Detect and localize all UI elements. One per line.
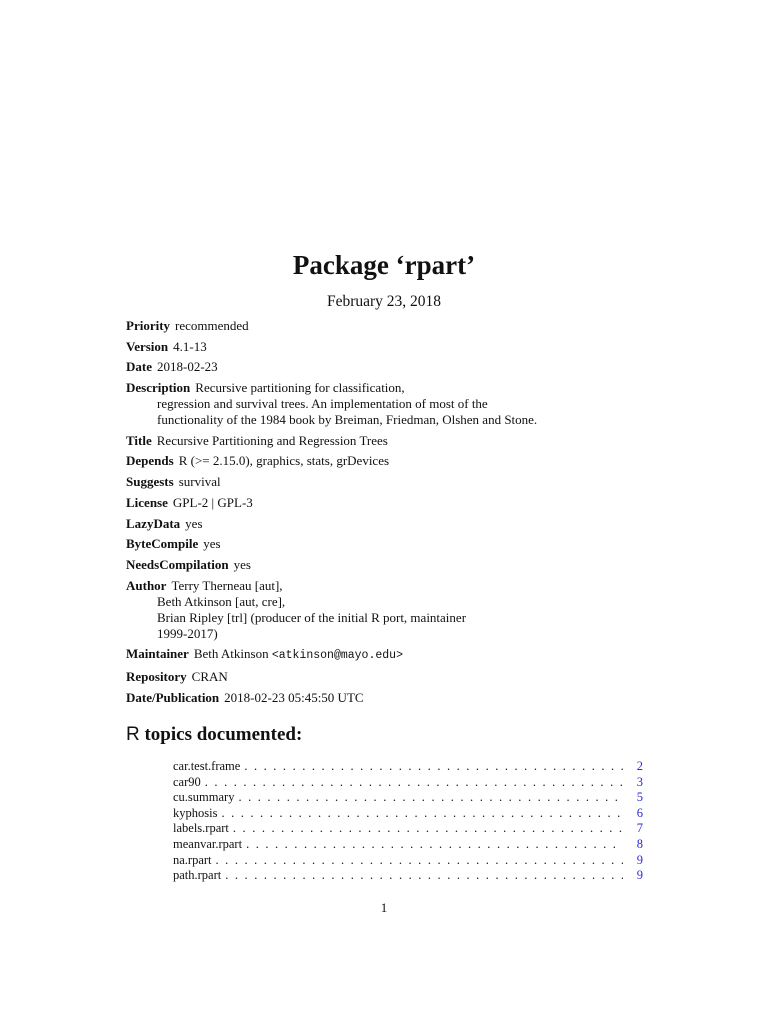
toc-entry[interactable] [173, 759, 643, 775]
field-priority [126, 318, 646, 334]
toc-leader-dots [244, 759, 623, 775]
toc-entry[interactable] [173, 775, 643, 791]
field-key: NeedsCompilation [126, 556, 229, 572]
toc-heading-text: topics documented: [139, 724, 303, 745]
field-date [126, 359, 646, 375]
field-value: yes [203, 536, 221, 552]
toc-page-link[interactable]: 2 [636, 759, 643, 773]
field-title [126, 433, 646, 449]
field-suggests [126, 474, 646, 490]
field-key: Depends [126, 453, 174, 469]
toc-entry-name: car90 [173, 774, 201, 789]
field-key: Version [126, 338, 169, 354]
field-key: License [126, 494, 168, 510]
toc-entry-name: path.rpart [173, 868, 222, 883]
field-needscompilation [126, 557, 646, 573]
toc-entry[interactable] [173, 853, 643, 869]
toc-leader-dots [205, 775, 623, 791]
toc-page-link[interactable]: 7 [636, 821, 643, 836]
field-key: Maintainer [126, 646, 189, 662]
toc-leader-dots [246, 837, 623, 853]
field-value: yes [233, 556, 251, 572]
toc-leader-dots [225, 868, 623, 884]
toc-entry-name: car.test.frame [173, 759, 241, 773]
field-value: CRAN [191, 668, 228, 684]
page-number: 1 [380, 900, 388, 915]
toc-entry[interactable] [173, 868, 643, 884]
field-value-line: Brian Ripley [trl] (producer of the initial R port, maintainer [157, 609, 467, 625]
field-key: Title [126, 432, 152, 448]
field-value: 2018-02-23 05:45:50 UTC [224, 689, 364, 705]
field-value: Recursive Partitioning and Regression Trees [156, 432, 388, 448]
field-key: Repository [126, 668, 187, 684]
package-metadata [126, 318, 646, 710]
maintainer-name: Beth Atkinson [193, 646, 269, 662]
field-description [126, 380, 646, 428]
field-value: GPL-2 | GPL-3 [172, 494, 253, 510]
toc-entry-name: kyphosis [173, 805, 218, 820]
field-key: Date [126, 359, 152, 375]
toc-page-link[interactable]: 9 [636, 852, 643, 867]
maintainer-email: <atkinson@mayo.edu> [271, 649, 403, 663]
table-of-contents [173, 759, 643, 884]
field-key: Suggests [126, 474, 174, 490]
toc-entry-name: cu.summary [173, 790, 235, 805]
field-repository [126, 669, 646, 685]
toc-page-link[interactable]: 5 [636, 790, 643, 805]
field-value: 2018-02-23 [157, 359, 218, 375]
field-value: 4.1-13 [173, 338, 207, 354]
field-value-line: functionality of the 1984 book by Breiman, Friedman, Olshen and Stone. [157, 412, 538, 428]
toc-heading [126, 724, 302, 746]
field-publication [126, 690, 646, 706]
field-key: ByteCompile [126, 536, 199, 552]
toc-page-link[interactable]: 6 [636, 805, 643, 820]
field-key: Date/Publication [126, 689, 220, 705]
field-bytecompile [126, 536, 646, 552]
package-title: Package ‘rpart’ [292, 250, 476, 280]
toc-leader-dots [221, 806, 623, 822]
field-key: LazyData [126, 515, 181, 531]
field-value: recommended [175, 318, 249, 333]
field-author [126, 578, 646, 642]
toc-entry[interactable] [173, 806, 643, 822]
toc-entry[interactable] [173, 837, 643, 853]
field-value: survival [178, 474, 221, 490]
field-value-line: Terry Therneau [aut], [171, 577, 283, 593]
toc-heading-r: R [126, 724, 140, 745]
toc-page-link[interactable]: 9 [636, 868, 643, 883]
toc-leader-dots [216, 853, 623, 869]
toc-entry-name: na.rpart [173, 852, 212, 867]
field-key: Author [126, 577, 167, 593]
toc-entry-name: labels.rpart [173, 821, 229, 836]
package-date: February 23, 2018 [326, 293, 442, 310]
toc-page-link[interactable]: 3 [636, 774, 643, 789]
field-maintainer [126, 646, 646, 664]
field-key: Description [126, 380, 191, 396]
toc-leader-dots [233, 821, 623, 837]
field-value-line: 1999-2017) [157, 625, 218, 641]
field-value-line: Recursive partitioning for classification, [195, 380, 405, 396]
field-value-line: regression and survival trees. An implementation of most of the [157, 396, 488, 412]
toc-page-link[interactable]: 8 [636, 836, 643, 851]
field-lazydata [126, 516, 646, 532]
field-license [126, 495, 646, 511]
field-value: R (>= 2.15.0), graphics, stats, grDevices [178, 453, 390, 469]
toc-entry-name: meanvar.rpart [173, 836, 243, 851]
field-value-line: Beth Atkinson [aut, cre], [157, 593, 286, 609]
field-version [126, 339, 646, 355]
field-depends [126, 453, 646, 469]
field-key: Priority [126, 318, 171, 333]
toc-leader-dots [238, 790, 623, 806]
toc-entry[interactable] [173, 821, 643, 837]
field-value: yes [185, 515, 203, 531]
toc-entry[interactable] [173, 790, 643, 806]
